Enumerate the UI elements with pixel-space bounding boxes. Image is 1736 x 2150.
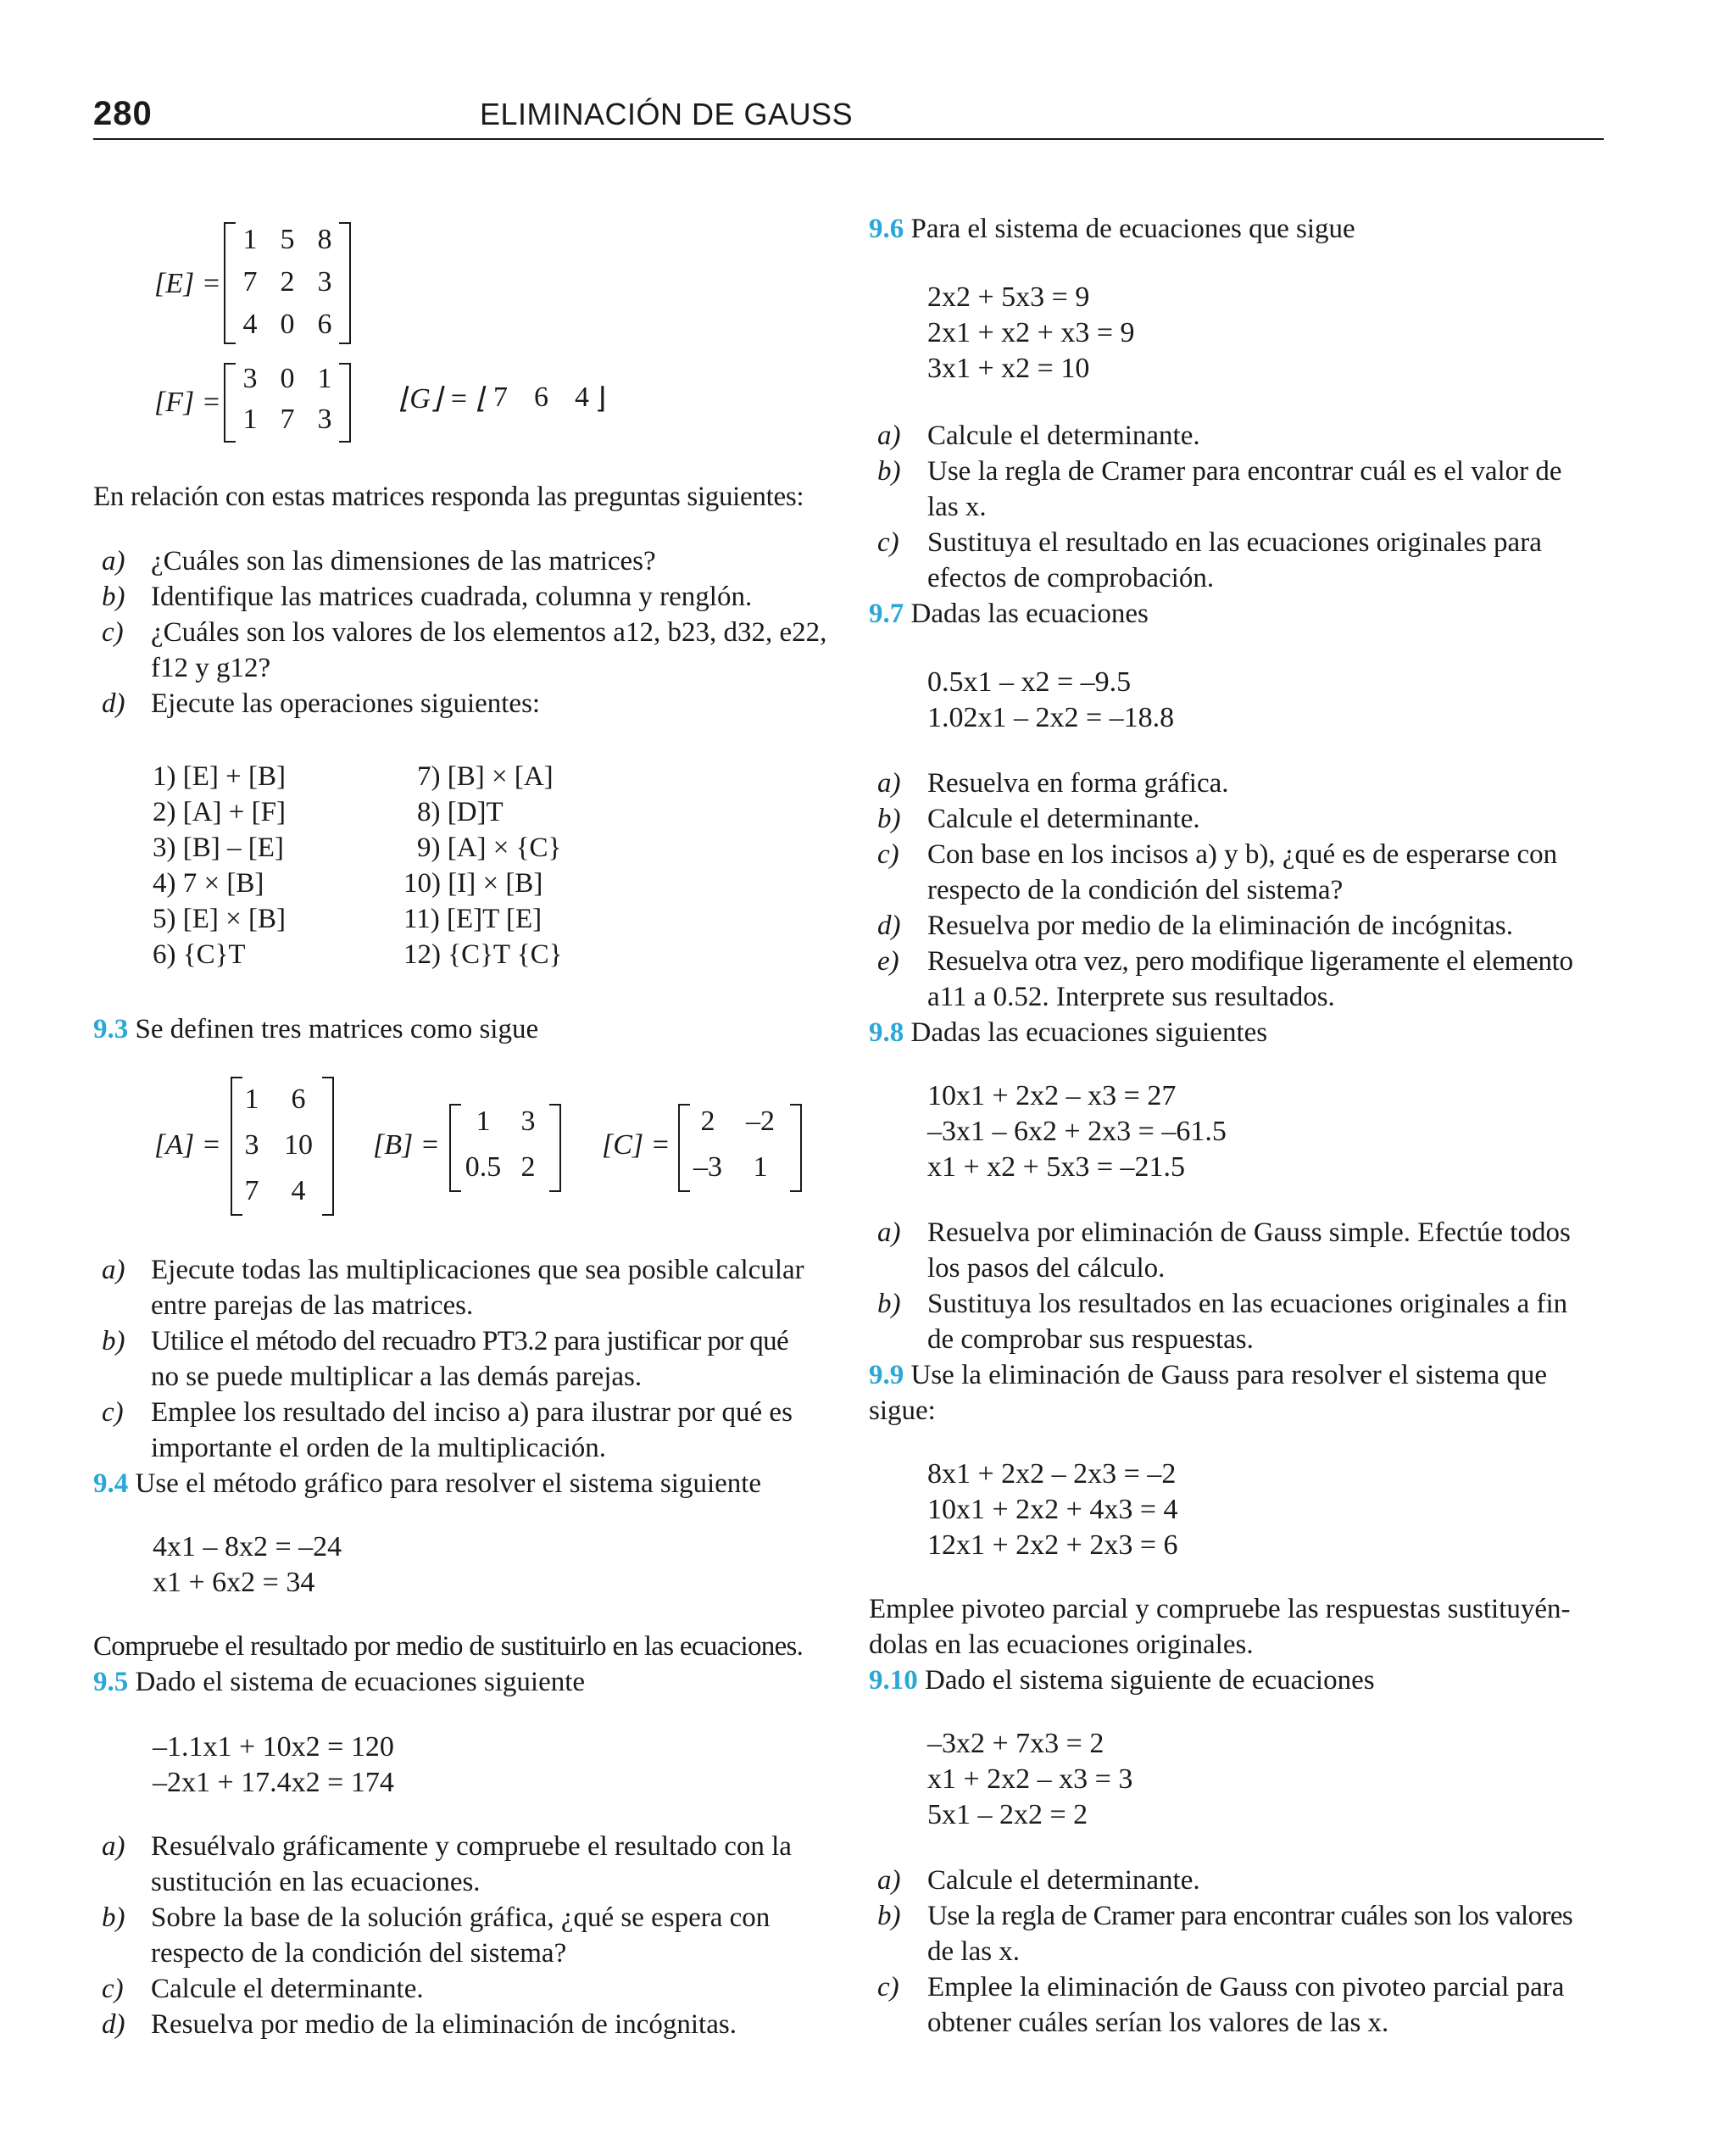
operation: 8) [D]T	[417, 797, 504, 827]
item-text: las x.	[927, 492, 987, 522]
equation: 10x1 + 2x2 + 4x3 = 4	[927, 1494, 1178, 1525]
item-label: c)	[102, 1974, 124, 2004]
item-text: obtener cuáles serían los valores de las x.	[927, 2008, 1389, 2038]
equation: 12x1 + 2x2 + 2x3 = 6	[927, 1529, 1178, 1561]
item-text: ¿Cuáles son las dimensiones de las matrices?	[151, 546, 656, 576]
equation: x1 + 2x2 – x3 = 3	[927, 1763, 1133, 1795]
item-text: Emplee los resultado del inciso a) para ilustrar por qué es	[151, 1397, 793, 1428]
item-text: Calcule el determinante.	[927, 1865, 1200, 1896]
intro-text: En relación con estas matrices responda las preguntas siguientes:	[93, 482, 804, 512]
problem-number: 9.7	[869, 599, 904, 629]
bracket-left	[224, 222, 236, 344]
problem-text: Dado el sistema siguiente de ecuaciones	[925, 1665, 1375, 1696]
matrix-b	[373, 1104, 568, 1197]
problem-9-6-heading	[869, 214, 1355, 245]
item-text: Use la regla de Cramer para encontrar cuál es el valor de	[927, 456, 1562, 487]
matrix-cell: –3	[693, 1151, 722, 1183]
matrix-cell: 0	[280, 309, 295, 340]
item-label: c)	[102, 617, 124, 648]
matrix-cell: 1	[244, 1083, 259, 1115]
matrix-cell: 3	[244, 1129, 259, 1161]
item-label: b)	[102, 582, 125, 612]
item-text: Use la regla de Cramer para encontrar cuáles son los valores	[927, 1901, 1573, 1931]
equation: 2x2 + 5x3 = 9	[927, 281, 1090, 313]
item-text: Utilice el método del recuadro PT3.2 para justificar por qué	[151, 1326, 789, 1356]
item-text: Resuelva otra vez, pero modifique ligeramente el elemento	[927, 946, 1573, 977]
item-text: a11 a 0.52. Interprete sus resultados.	[927, 982, 1335, 1012]
problem-9-5-heading	[93, 1667, 585, 1698]
problem-9-9-heading	[869, 1360, 1547, 1391]
equation: x1 + x2 + 5x3 = –21.5	[927, 1151, 1186, 1183]
operation: 11) [E]T [E]	[403, 904, 542, 934]
equation: –2x1 + 17.4x2 = 174	[153, 1767, 394, 1798]
item-label: d)	[102, 688, 125, 719]
operation: 2) [A] + [F]	[153, 797, 286, 827]
matrix-a	[154, 1077, 341, 1221]
item-text: Calcule el determinante.	[151, 1974, 424, 2004]
item-label: c)	[102, 1397, 124, 1428]
item-label: c)	[877, 1972, 899, 2002]
matrix-cell: 5	[280, 224, 295, 255]
matrix-cell: 1	[317, 363, 332, 394]
equation: 0.5x1 – x2 = –9.5	[927, 666, 1132, 698]
item-label: b)	[877, 1901, 901, 1931]
problem-text: Se definen tres matrices como sigue	[135, 1014, 539, 1044]
equation: –3x1 – 6x2 + 2x3 = –61.5	[927, 1116, 1227, 1147]
item-text: Calcule el determinante.	[927, 804, 1200, 834]
item-label: a)	[877, 768, 901, 799]
problem-9-3-heading	[93, 1014, 538, 1045]
problem-number: 9.9	[869, 1360, 904, 1390]
equation: –3x2 + 7x3 = 2	[927, 1728, 1104, 1759]
bracket-right	[549, 1104, 561, 1192]
item-text: efectos de comprobación.	[927, 563, 1215, 593]
problem-number: 9.8	[869, 1017, 904, 1048]
problem-text: Para el sistema de ecuaciones que sigue	[910, 214, 1355, 244]
problem-text: dolas en las ecuaciones originales.	[869, 1629, 1254, 1660]
problem-text: Dadas las ecuaciones	[910, 599, 1149, 629]
matrix-cell: 10	[284, 1129, 313, 1161]
item-text: Resuelva por eliminación de Gauss simple. Efectúe todos	[927, 1217, 1571, 1248]
operation: 4) 7 × [B]	[153, 868, 264, 899]
item-label: a)	[877, 421, 901, 451]
matrix-cell: 7	[242, 266, 258, 298]
matrix-a-label: [A] =	[154, 1129, 221, 1161]
item-text: no se puede multiplicar a las demás parejas.	[151, 1362, 643, 1392]
item-text: Ejecute todas las multiplicaciones que sea posible calcular	[151, 1255, 804, 1285]
matrix-g	[398, 382, 619, 424]
problem-9-7-heading	[869, 599, 1149, 630]
problem-9-10-heading	[869, 1665, 1375, 1696]
matrix-cell: 1	[242, 224, 258, 255]
problem-text: Emplee pivoteo parcial y compruebe las respuestas sustituyén-	[869, 1594, 1571, 1624]
operation: 9) [A] × {C}	[417, 833, 562, 863]
item-text: importante el orden de la multiplicación.	[151, 1433, 606, 1463]
bracket-right	[339, 363, 351, 443]
operation: 3) [B] – [E]	[153, 833, 284, 863]
item-text: ¿Cuáles son los valores de los elementos a12, b23, d32, e22,	[151, 617, 827, 648]
item-label: a)	[877, 1217, 901, 1248]
matrix-g-label: ⌊G⌋ = ⌊	[398, 383, 487, 415]
equation: 1.02x1 – 2x2 = –18.8	[927, 702, 1175, 733]
item-text: Sobre la base de la solución gráfica, ¿qué se espera con	[151, 1902, 771, 1933]
item-label: d)	[102, 2009, 125, 2040]
item-label: b)	[102, 1326, 125, 1356]
matrix-cell: 7	[280, 404, 295, 435]
equation: 8x1 + 2x2 – 2x3 = –2	[927, 1458, 1177, 1490]
problem-number: 9.6	[869, 214, 904, 244]
item-text: sustitución en las ecuaciones.	[151, 1867, 481, 1897]
matrix-f	[154, 363, 358, 448]
operation: 12) {C}T {C}	[403, 939, 563, 970]
problem-text: Use el método gráfico para resolver el sistema siguiente	[135, 1468, 762, 1499]
equation: x1 + 6x2 = 34	[153, 1567, 315, 1598]
matrix-cell: 2	[280, 266, 295, 298]
item-text: respecto de la condición del sistema?	[927, 875, 1344, 905]
matrix-cell: 1	[476, 1106, 491, 1137]
equation: 2x1 + x2 + x3 = 9	[927, 317, 1135, 348]
item-label: a)	[102, 1831, 125, 1862]
matrix-cell: 6	[317, 309, 332, 340]
matrix-cell: 8	[317, 224, 332, 255]
item-text: Emplee la eliminación de Gauss con pivoteo parcial para	[927, 1972, 1565, 2002]
matrix-cell: 1	[753, 1151, 768, 1183]
equation: –1.1x1 + 10x2 = 120	[153, 1731, 394, 1763]
matrix-c	[602, 1104, 805, 1197]
operation: 7) [B] × [A]	[417, 761, 554, 792]
problem-text: sigue:	[869, 1395, 936, 1426]
floor-close: ⌋	[595, 383, 607, 415]
matrix-cell: 4	[575, 382, 589, 413]
item-text: Identifique las matrices cuadrada, columna y renglón.	[151, 582, 753, 612]
matrix-cell: 4	[291, 1175, 306, 1206]
matrix-cell: 3	[520, 1106, 536, 1137]
item-text: f12 y g12?	[151, 653, 271, 683]
problem-number: 9.5	[93, 1667, 129, 1697]
item-text: Resuelva por medio de la eliminación de incógnitas.	[151, 2009, 737, 2040]
matrix-cell: 3	[317, 266, 332, 298]
item-label: b)	[102, 1902, 125, 1933]
item-label: b)	[877, 804, 901, 834]
problem-number: 9.3	[93, 1014, 129, 1044]
item-label: b)	[877, 456, 901, 487]
equation: 4x1 – 8x2 = –24	[153, 1531, 342, 1562]
item-text: Resuelva por medio de la eliminación de incógnitas.	[927, 911, 1513, 941]
bracket-right	[790, 1104, 802, 1192]
matrix-cell: 1	[242, 404, 258, 435]
matrix-cell: 4	[242, 309, 258, 340]
item-text: Ejecute las operaciones siguientes:	[151, 688, 541, 719]
item-text: Con base en los incisos a) y b), ¿qué es de esperarse con	[927, 839, 1558, 870]
matrix-cell: 3	[317, 404, 332, 435]
item-text: Resuélvalo gráficamente y compruebe el resultado con la	[151, 1831, 792, 1862]
matrix-cell: 3	[242, 363, 258, 394]
problem-text: Use la eliminación de Gauss para resolver el sistema que	[910, 1360, 1547, 1390]
matrix-f-label: [F] =	[154, 387, 221, 418]
item-label: a)	[102, 546, 125, 576]
matrix-cell: 2	[700, 1106, 715, 1137]
operation: 6) {C}T	[153, 939, 246, 970]
bracket-left	[224, 363, 236, 443]
page-number: 280	[93, 95, 153, 132]
item-text: respecto de la condición del sistema?	[151, 1938, 567, 1969]
equation: 3x1 + x2 = 10	[927, 353, 1090, 384]
equation: 5x1 – 2x2 = 2	[927, 1799, 1088, 1830]
matrix-cell: 0.5	[465, 1151, 502, 1183]
item-label: c)	[877, 839, 899, 870]
matrix-cell: 6	[534, 382, 548, 413]
item-label: a)	[877, 1865, 901, 1896]
problem-text: Dado el sistema de ecuaciones siguiente	[135, 1667, 586, 1697]
item-text: Sustituya los resultados en las ecuaciones originales a fin	[927, 1289, 1568, 1319]
problem-number: 9.4	[93, 1468, 129, 1499]
item-text: los pasos del cálculo.	[927, 1253, 1166, 1284]
operation: 10) [I] × [B]	[403, 868, 543, 899]
item-label: c)	[877, 527, 899, 558]
matrix-e	[154, 222, 358, 349]
matrix-cell: –2	[746, 1106, 775, 1137]
item-text: Calcule el determinante.	[927, 421, 1200, 451]
matrix-b-label: [B] =	[373, 1129, 440, 1161]
item-label: d)	[877, 911, 901, 941]
operation: 1) [E] + [B]	[153, 761, 286, 792]
item-label: e)	[877, 946, 899, 977]
matrix-cell: 7	[493, 382, 508, 413]
matrix-cell: 2	[520, 1151, 536, 1183]
chapter-title: ELIMINACIÓN DE GAUSS	[480, 97, 854, 131]
item-label: a)	[102, 1255, 125, 1285]
problem-9-4-heading	[93, 1468, 761, 1500]
item-text: entre parejas de las matrices.	[151, 1290, 474, 1321]
problem-text: Dadas las ecuaciones siguientes	[910, 1017, 1268, 1048]
item-text: de comprobar sus respuestas.	[927, 1324, 1254, 1355]
problem-9-8-heading	[869, 1017, 1267, 1049]
equation: 10x1 + 2x2 – x3 = 27	[927, 1080, 1177, 1111]
matrix-cell: 6	[291, 1083, 306, 1115]
matrix-e-label: [E] =	[154, 268, 221, 299]
matrix-cell: 7	[244, 1175, 259, 1206]
item-text: Resuelva en forma gráfica.	[927, 768, 1229, 799]
bracket-right	[322, 1077, 334, 1216]
matrix-cell: 0	[280, 363, 295, 394]
problem-number: 9.10	[869, 1665, 918, 1696]
item-text: Sustituya el resultado en las ecuaciones originales para	[927, 527, 1542, 558]
operation: 5) [E] × [B]	[153, 904, 286, 934]
matrix-c-label: [C] =	[602, 1129, 670, 1161]
problem-text: Compruebe el resultado por medio de sustituirlo en las ecuaciones.	[93, 1631, 804, 1662]
item-text: de las x.	[927, 1936, 1021, 1967]
bracket-right	[339, 222, 351, 344]
item-label: b)	[877, 1289, 901, 1319]
header-rule	[93, 138, 1604, 140]
